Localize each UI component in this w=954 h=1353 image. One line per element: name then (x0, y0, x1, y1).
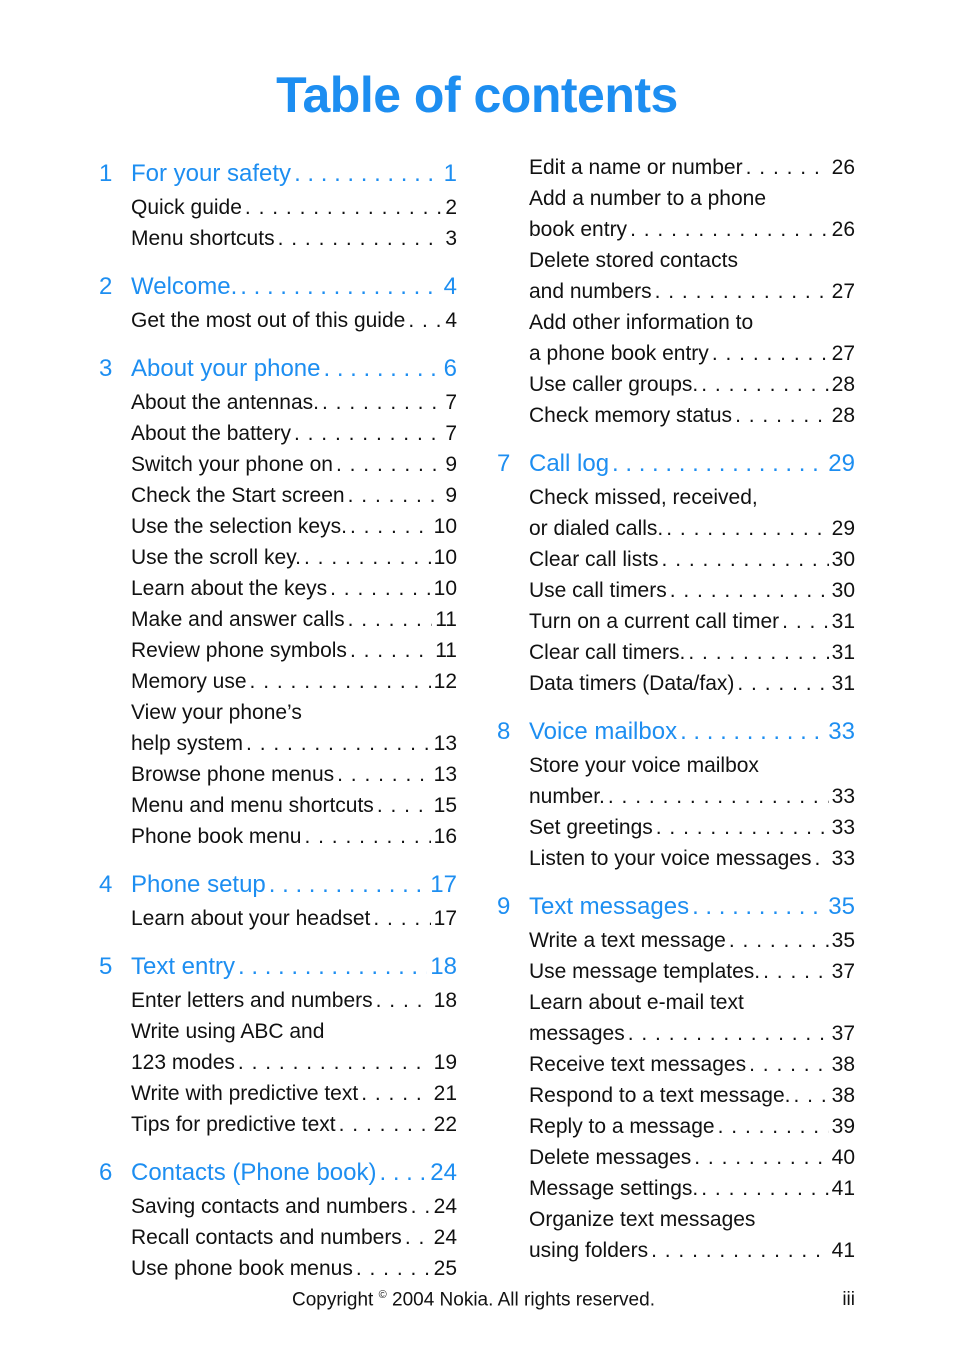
toc-entry-page: 26 (831, 218, 855, 241)
toc-entry-title: Delete messages (529, 1146, 692, 1169)
toc-entry-title: Saving contacts and numbers (131, 1195, 408, 1218)
chapter-title: Text entry (131, 953, 236, 980)
toc-entry-title: number. (529, 785, 605, 808)
chapter-page: 4 (443, 273, 457, 300)
toc-entry[interactable] (99, 391, 457, 422)
toc-entry[interactable] (497, 1177, 855, 1208)
toc-entry[interactable] (497, 218, 855, 249)
chapter-title: Welcome. (131, 273, 238, 300)
toc-entry-page: 31 (831, 610, 855, 633)
toc-entry-title: Use caller groups. (529, 373, 699, 396)
dot-leader (246, 732, 431, 756)
dot-leader (701, 1177, 828, 1201)
toc-entry-title: Clear call lists (529, 548, 659, 571)
toc-entry-page: 39 (831, 1115, 855, 1138)
toc-entry[interactable] (99, 989, 457, 1020)
copyright-notice (292, 1289, 655, 1311)
toc-entry[interactable] (99, 1257, 457, 1288)
dot-leader (269, 871, 428, 899)
dot-leader (712, 342, 829, 366)
toc-entry-page: 21 (433, 1082, 457, 1105)
dot-leader (377, 794, 431, 818)
toc-entry[interactable] (99, 763, 457, 794)
dot-leader (411, 1195, 431, 1219)
toc-entry-page: 27 (831, 342, 855, 365)
toc-entry-title: Message settings. (529, 1177, 699, 1200)
dot-leader (746, 156, 829, 180)
chapter-page: 35 (828, 893, 855, 920)
toc-entry-title: Browse phone menus (131, 763, 335, 786)
toc-entry-title: Use message templates. (529, 960, 761, 983)
toc-entry-page: 33 (831, 785, 855, 808)
chapter-page: 6 (443, 355, 457, 382)
dot-leader (322, 391, 442, 415)
toc-entry-page: 38 (831, 1053, 855, 1076)
chapter-number: 4 (99, 871, 113, 898)
dot-leader (749, 1053, 829, 1077)
dot-leader (656, 816, 829, 840)
dot-leader (630, 218, 829, 242)
toc-entry[interactable] (497, 816, 855, 847)
toc-entry-page: 33 (831, 847, 855, 870)
toc-entry-page: 35 (831, 929, 855, 952)
toc-entry[interactable] (497, 785, 855, 816)
toc-entry-title: Learn about your headset (131, 907, 371, 930)
toc-entry-page: 33 (831, 816, 855, 839)
dot-leader (718, 1115, 829, 1139)
chapter-page: 17 (430, 871, 457, 898)
toc-entry[interactable] (497, 1115, 855, 1146)
toc-entry-page: 37 (831, 960, 855, 983)
dot-leader (240, 273, 440, 301)
toc-entry[interactable] (497, 610, 855, 641)
toc-entry-title: Receive text messages (529, 1053, 747, 1076)
toc-entry[interactable] (497, 156, 855, 187)
chapter-title: For your safety (131, 160, 292, 187)
toc-entry[interactable] (99, 1195, 457, 1226)
toc-entry[interactable] (99, 639, 457, 670)
dot-leader (294, 422, 442, 446)
toc-entry[interactable] (99, 670, 457, 701)
dot-leader (670, 579, 829, 603)
toc-entry[interactable] (99, 794, 457, 825)
dot-leader (339, 1113, 431, 1137)
toc-entry-title: About the battery (131, 422, 291, 445)
chapter-page: 29 (828, 450, 855, 477)
toc-entry-line[interactable]: Write using ABC and (131, 1020, 325, 1043)
toc-entry-title: book entry (529, 218, 628, 241)
toc-entry-page: 24 (433, 1226, 457, 1249)
toc-entry[interactable] (497, 960, 855, 991)
toc-entry[interactable] (497, 1084, 855, 1115)
page-title: Table of contents (276, 67, 678, 123)
toc-entry-title: Memory use (131, 670, 247, 693)
page-number: iii (842, 1289, 855, 1310)
toc-entry[interactable] (497, 672, 855, 703)
toc-entry-page: 31 (831, 672, 855, 695)
toc-entry-page: 19 (433, 1051, 457, 1074)
toc-entry-title: Get the most out of this guide (131, 309, 406, 332)
chapter-number: 3 (99, 355, 113, 382)
dot-leader (245, 196, 442, 220)
dot-leader (688, 641, 828, 665)
toc-entry[interactable] (497, 1146, 855, 1177)
toc-entry-title: Use the scroll key. (131, 546, 301, 569)
toc-chapter[interactable] (99, 1159, 457, 1195)
toc-entry-page: 30 (831, 548, 855, 571)
dot-leader (304, 825, 430, 849)
toc-entry-page: 4 (445, 309, 457, 332)
toc-entry[interactable] (497, 641, 855, 672)
toc-chapter[interactable] (99, 355, 457, 391)
toc-entry-page: 30 (831, 579, 855, 602)
toc-entry-page: 12 (433, 670, 457, 693)
chapter-page: 24 (430, 1159, 457, 1186)
toc-entry[interactable] (497, 1022, 855, 1053)
toc-entry-title: Use phone book menus (131, 1257, 353, 1280)
toc-entry-title: Menu and menu shortcuts (131, 794, 374, 817)
toc-entry-page: 28 (831, 373, 855, 396)
toc-entry-title: Learn about the keys (131, 577, 328, 600)
toc-entry-page: 38 (831, 1084, 855, 1107)
toc-chapter[interactable] (497, 893, 855, 929)
toc-entry-title: Data timers (Data/fax) (529, 672, 735, 695)
chapter-page: 18 (430, 953, 457, 980)
toc-entry[interactable] (497, 404, 855, 435)
dot-leader (304, 546, 431, 570)
toc-entry[interactable] (497, 1239, 855, 1270)
dot-leader (294, 160, 441, 188)
toc-entry-title: messages (529, 1022, 625, 1045)
dot-leader (405, 1226, 431, 1250)
dot-leader (250, 670, 431, 694)
toc-entry-page: 3 (445, 227, 457, 250)
toc-entry-page: 9 (445, 484, 457, 507)
toc-entry-title: Review phone symbols (131, 639, 347, 662)
dot-leader (612, 450, 825, 478)
toc-entry-page: 13 (433, 732, 457, 755)
toc-column-left (99, 160, 457, 1288)
copyright-text: 2004 Nokia. All rights reserved. (392, 1289, 655, 1311)
toc-entry-page: 9 (445, 453, 457, 476)
dot-leader (350, 639, 432, 663)
toc-entry[interactable] (497, 342, 855, 373)
toc-entry-title: Write with predictive text (131, 1082, 359, 1105)
toc-entry-line[interactable]: Delete stored contacts (529, 249, 738, 272)
toc-entry-title: Reply to a message (529, 1115, 715, 1138)
dot-leader (608, 785, 829, 809)
toc-entry[interactable] (99, 1082, 457, 1113)
dot-leader (278, 227, 443, 251)
toc-entry-title: Use call timers (529, 579, 667, 602)
chapter-number: 8 (497, 718, 511, 745)
toc-entry[interactable] (99, 515, 457, 546)
toc-entry-title: Menu shortcuts (131, 227, 275, 250)
toc-entry-title: Make and answer calls (131, 608, 345, 631)
chapter-number: 6 (99, 1159, 113, 1186)
toc-entry-title: Respond to a text message. (529, 1084, 791, 1107)
toc-entry-page: 41 (831, 1177, 855, 1200)
chapter-page: 33 (828, 718, 855, 745)
toc-entry-title: using folders (529, 1239, 649, 1262)
dot-leader (373, 907, 430, 931)
toc-entry-page: 11 (435, 639, 457, 662)
toc-entry-page: 18 (433, 989, 457, 1012)
toc-entry-title: a phone book entry (529, 342, 709, 365)
toc-entry[interactable] (99, 577, 457, 608)
chapter-title: Call log (529, 450, 610, 477)
toc-entry[interactable] (99, 546, 457, 577)
toc-entry-page: 41 (831, 1239, 855, 1262)
toc-entry-page: 16 (433, 825, 457, 848)
toc-entry-page: 7 (445, 391, 457, 414)
toc-entry[interactable] (497, 373, 855, 404)
dot-leader (361, 1082, 430, 1106)
toc-entry-title: Tips for predictive text (131, 1113, 336, 1136)
toc-entry-page: 22 (433, 1113, 457, 1136)
dot-leader (782, 610, 828, 634)
chapter-title: Phone setup (131, 871, 266, 898)
toc-entry-title: Recall contacts and numbers (131, 1226, 402, 1249)
toc-entry[interactable] (99, 1113, 457, 1144)
toc-entry-line[interactable]: Check missed, received, (529, 486, 758, 509)
toc-entry-title: Clear call timers. (529, 641, 686, 664)
toc-entry[interactable] (99, 732, 457, 763)
toc-chapter[interactable] (99, 273, 457, 309)
toc-entry[interactable] (497, 929, 855, 960)
toc-entry-page: 26 (831, 156, 855, 179)
copyright-symbol: © (378, 1289, 387, 1301)
toc-entry-line[interactable]: Learn about e-mail text (529, 991, 744, 1014)
dot-leader (729, 929, 829, 953)
toc-entry-page: 25 (433, 1257, 457, 1280)
dot-leader (794, 1084, 829, 1108)
dot-leader (651, 1239, 829, 1263)
dot-leader (701, 373, 828, 397)
toc-entry-title: Set greetings (529, 816, 653, 839)
toc-chapter[interactable] (99, 953, 457, 989)
dot-leader (763, 960, 829, 984)
toc-entry[interactable] (99, 453, 457, 484)
dot-leader (350, 515, 431, 539)
toc-entry[interactable] (497, 548, 855, 579)
dot-leader (692, 893, 825, 921)
toc-entry-title: Listen to your voice messages (529, 847, 812, 870)
toc-entry-title: Use the selection keys. (131, 515, 347, 538)
toc-entry-title: Phone book menu (131, 825, 302, 848)
dot-leader (628, 1022, 829, 1046)
toc-entry-page: 10 (433, 546, 457, 569)
dot-leader (348, 484, 443, 508)
toc-entry[interactable] (497, 280, 855, 311)
toc-entry-line[interactable]: View your phone’s (131, 701, 302, 724)
dot-leader (330, 577, 431, 601)
toc-entry-page: 37 (831, 1022, 855, 1045)
chapter-title: About your phone (131, 355, 321, 382)
toc-entry[interactable] (497, 847, 855, 878)
toc-entry[interactable] (99, 484, 457, 515)
dot-leader (666, 517, 828, 541)
dot-leader (337, 763, 431, 787)
toc-entry-page: 40 (831, 1146, 855, 1169)
toc-entry[interactable] (99, 1226, 457, 1257)
dot-leader (735, 404, 829, 428)
toc-chapter[interactable] (99, 871, 457, 907)
toc-entry-line[interactable]: Store your voice mailbox (529, 754, 759, 777)
dot-leader (238, 953, 427, 981)
dot-leader (356, 1257, 431, 1281)
toc-entry[interactable] (99, 309, 457, 340)
toc-entry[interactable] (99, 422, 457, 453)
toc-entry-page: 10 (433, 577, 457, 600)
chapter-title: Text messages (529, 893, 690, 920)
dot-leader (814, 847, 828, 871)
dot-leader (694, 1146, 828, 1170)
toc-chapter[interactable] (497, 718, 855, 754)
toc-entry-title: and numbers (529, 280, 652, 303)
dot-leader (737, 672, 828, 696)
dot-leader (348, 608, 433, 632)
toc-entry-page: 13 (433, 763, 457, 786)
toc-entry-title: Turn on a current call timer (529, 610, 780, 633)
chapter-page: 1 (443, 160, 457, 187)
toc-entry-page: 17 (433, 907, 457, 930)
toc-column-right (497, 156, 855, 1270)
dot-leader (655, 280, 829, 304)
toc-entry-page: 7 (445, 422, 457, 445)
toc-entry-line[interactable]: Organize text messages (529, 1208, 756, 1231)
chapter-title: Voice mailbox (529, 718, 678, 745)
dot-leader (662, 548, 829, 572)
toc-entry-page: 28 (831, 404, 855, 427)
toc-chapter[interactable] (497, 450, 855, 486)
dot-leader (680, 718, 825, 746)
toc-entry[interactable] (99, 196, 457, 227)
dot-leader (323, 355, 440, 383)
toc-entry[interactable] (99, 227, 457, 258)
toc-entry-title: Check memory status (529, 404, 733, 427)
toc-entry[interactable] (497, 579, 855, 610)
toc-entry[interactable] (497, 1053, 855, 1084)
toc-entry-page: 29 (831, 517, 855, 540)
toc-entry-title: 123 modes (131, 1051, 235, 1074)
chapter-title: Contacts (Phone book) (131, 1159, 377, 1186)
toc-entry-title: Quick guide (131, 196, 242, 219)
toc-entry-title: or dialed calls. (529, 517, 664, 540)
dot-leader (238, 1051, 431, 1075)
toc-entry-page: 15 (433, 794, 457, 817)
toc-entry-page: 27 (831, 280, 855, 303)
dot-leader (379, 1159, 427, 1187)
chapter-number: 5 (99, 953, 113, 980)
toc-entry-page: 10 (433, 515, 457, 538)
dot-leader (376, 989, 431, 1013)
copyright-label: Copyright (292, 1289, 374, 1311)
toc-entry-title: Edit a name or number (529, 156, 743, 179)
toc-entry-page: 2 (445, 196, 457, 219)
toc-entry-title: help system (131, 732, 244, 755)
toc-entry-page: 31 (831, 641, 855, 664)
toc-entry[interactable] (99, 907, 457, 938)
toc-entry-title: Check the Start screen (131, 484, 345, 507)
dot-leader (408, 309, 442, 333)
toc-entry-title: Write a text message (529, 929, 726, 952)
toc-entry-page: 11 (435, 608, 457, 631)
toc-entry-title: Enter letters and numbers (131, 989, 373, 1012)
toc-entry-title: About the antennas. (131, 391, 319, 414)
toc-chapter[interactable] (99, 160, 457, 196)
chapter-number: 9 (497, 893, 511, 920)
toc-entry[interactable] (99, 608, 457, 639)
toc-entry-title: Switch your phone on (131, 453, 333, 476)
toc-entry[interactable] (99, 825, 457, 856)
chapter-number: 1 (99, 160, 113, 187)
chapter-number: 7 (497, 450, 511, 477)
toc-entry-page: 24 (433, 1195, 457, 1218)
chapter-number: 2 (99, 273, 113, 300)
toc-entry[interactable] (497, 517, 855, 548)
toc-entry-line[interactable]: Add other information to (529, 311, 754, 334)
toc-entry[interactable] (99, 1051, 457, 1082)
toc-entry-line[interactable]: Add a number to a phone (529, 187, 767, 210)
dot-leader (336, 453, 442, 477)
